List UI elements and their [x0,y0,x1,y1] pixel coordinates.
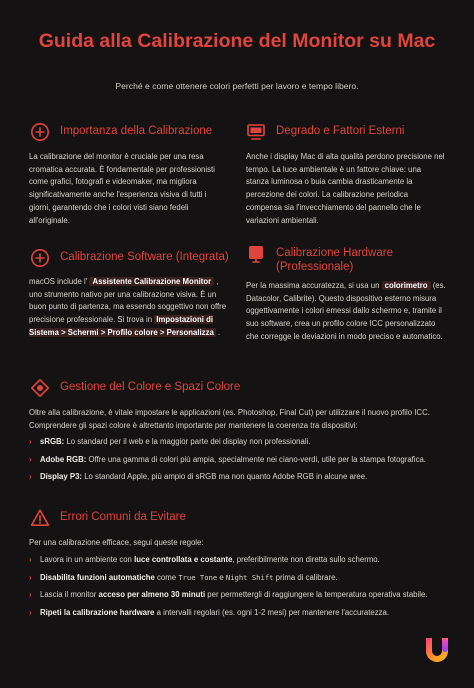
chevron-right-icon: › [29,454,32,464]
list-item-bold: acceso per almeno 30 minuti [98,590,206,599]
list-item [29,607,449,619]
list-item [29,554,449,566]
chevron-right-icon: › [29,472,32,481]
list-item-text: Offre una gamma di colori più ampia, specialmente nei ciano-verdi, utile per la stampa fotografica. [88,454,426,464]
list-item [29,436,449,448]
section-hardware-title: Calibrazione Hardware (Professionale) [276,247,393,273]
errors-list [29,554,449,624]
color-space-list [29,436,449,489]
section-errors-header [30,510,450,528]
plus-circle-icon [30,122,52,142]
highlight-settings-path: Impostazioni di Sistema > Schermi > Profilo colore > Personalizza [29,315,214,337]
chevron-right-icon: › [29,555,32,564]
list-item-bold: Disabilita funzioni automatiche [40,572,155,582]
section-degradation-text: Anche i display Mac di alta qualità perdono precisione nel tempo. La luce ambientale è un fattore chiave: una stanza luminosa o buia cambia drasticamente la percezione dei colori. La calibrazione periodica compensa sia l'invecchiamento del pannello che le variazioni ambientali. [246,152,445,225]
section-color-management-header [30,380,450,398]
section-software-header [30,250,240,268]
page-title: Guida alla Calibrazione del Monitor su Mac [38,30,436,52]
section-importance-title: Importanza della Calibrazione [60,125,213,137]
section-degradation-title: Degrado e Fattori Esterni [276,125,405,137]
list-item [29,572,449,584]
list-item [29,589,449,601]
section-color-management-title: Gestione del Colore e Spazi Colore [60,381,241,393]
list-item [29,471,449,483]
list-item [29,454,449,466]
monitor-icon [246,122,268,142]
hardware-text-part: Per la massima accuratezza, si usa un [246,281,380,290]
list-item-bold: sRGB: [40,437,65,446]
highlight-calibration-assistant: Assistente Calibrazione Monitor [89,277,214,286]
tablet-icon [246,244,268,264]
u-logo-icon [421,634,453,666]
section-importance-text: La calibrazione del monitor è cruciale per una resa cromatica accurata. È fondamentale per professionisti come grafici, fotografi e videomaker, ma migliora significativamente anche l'esperienza visiva di tutti i giorni, garantendo che i colori visti siano fedeli all'originale. [29,152,215,225]
list-item-bold: Display P3: [40,472,83,481]
section-errors-title: Errori Comuni da Evitare [60,511,186,523]
section-errors-intro: Per una calibrazione efficace, segui queste regole: [29,538,204,547]
software-text-part: , uno strumento nativo per una calibrazione visiva. È un buon punto di partenza, ma essendo soggettivo non offre precisione professionale. Si trova in [29,277,227,325]
section-hardware-header [246,246,456,274]
plus-circle-icon [30,248,52,268]
section-software-title: Calibrazione Software (Integrata) [60,251,229,263]
chevron-right-icon: › [29,590,32,599]
list-item-bold: Ripeti la calibrazione hardware [40,607,155,617]
section-color-management-intro: Oltre alla calibrazione, è vitale impostare le applicazioni (es. Photoshop, Final Cut) per utilizzare il nuovo profilo ICC. Comprendere gli spazi colore è altrettanto importante per mantenere la coerenza tra dispositivi: [29,408,430,430]
hardware-text-part: (es. Datacolor, Calibrite). Questo dispositivo esterno misura oggettivamente i colori emessi dallo schermo e, tramite il suo software, crea un profilo colore ICC personalizzato che corregge le deviazioni in modo preciso e automatico. [246,281,446,341]
software-text-part: . [218,327,221,337]
list-item-text: per permettergli di raggiungere la temperatura operativa stabile. [207,590,428,599]
code-night-shift: Night Shift [225,572,274,582]
list-item-text: prima di calibrare. [275,572,338,582]
software-text-part: macOS include l' [29,277,88,286]
section-importance-header [30,124,240,142]
section-degradation-header [246,124,456,142]
list-item-text: , preferibilmente non diretta sullo schermo. [232,555,380,564]
highlight-colorimeter: colorimetro [382,281,431,290]
list-item-bold: luce controllata e costante [134,555,233,564]
section-software-text [29,276,229,340]
list-item-text: Lo standard per il web e la maggior parte dei display non professionali. [66,437,311,446]
chevron-right-icon: › [29,437,32,446]
list-item-text: a intervalli regolari (es. ogni 1-2 mesi) per mantenere l'accuratezza. [156,607,390,617]
chevron-right-icon: › [29,572,32,582]
page-subtitle: Perché e come ottenere colori perfetti per lavoro e tempo libero. [115,81,359,91]
section-hardware-text [246,280,448,344]
list-item-text: e [219,572,224,582]
code-true-tone: True Tone [178,572,218,582]
warning-icon [30,508,52,528]
diamond-icon [30,378,52,398]
chevron-right-icon: › [29,607,32,617]
list-item-bold: Adobe RGB: [40,454,87,464]
list-item-text: Lascia il monitor [40,590,97,599]
list-item-text: Lo standard Apple, più ampio di sRGB ma non quanto Adobe RGB in alcune aree. [84,472,368,481]
list-item-text: Lavora in un ambiente con [40,555,132,564]
list-item-text: come [156,572,177,582]
